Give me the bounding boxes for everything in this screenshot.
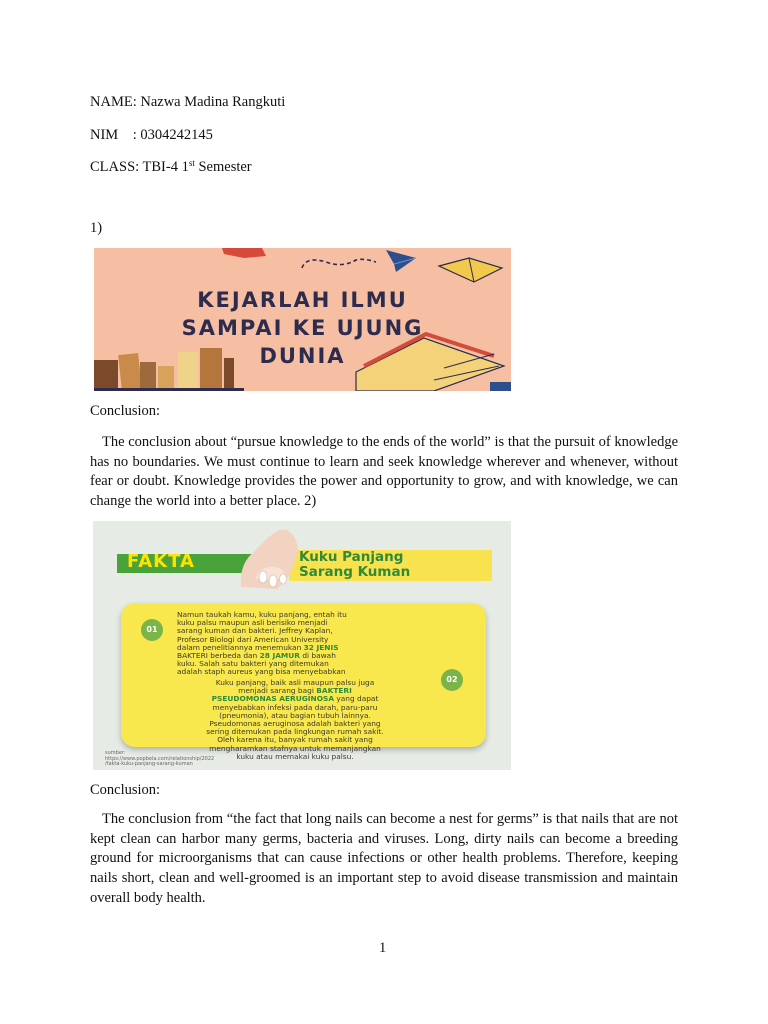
fact1-line: adalah staph aureus yang bisa menyebabkan — [177, 667, 346, 677]
source-line: https://www.popbela.com/relationship/2022 — [105, 755, 215, 762]
question-number-1: 1) — [90, 220, 103, 236]
hand-illustration — [231, 527, 311, 597]
conclusion-heading-1: Conclusion: — [90, 403, 161, 419]
fact-paragraph-2 — [161, 679, 429, 761]
fact-paragraph-1 — [177, 611, 347, 677]
infographic-title — [299, 550, 410, 579]
fact2-line: kuku atau memakai kuku palsu. — [236, 751, 354, 761]
title-line-1: Kuku Panjang — [299, 549, 404, 565]
badge-01: 01 — [141, 619, 163, 641]
fact1-line: sarang kuman dan bakteri. Jeffrey Kaplan, — [177, 626, 333, 636]
fact2-line: PSEUDOMONAS AERUGINOSA yang dapat — [211, 694, 379, 704]
conclusion-text-2: The conclusion from “the fact that long nails can become a nest for germs” is that nails that are not kept clean can harbor many germs, bacteria and viruses. Long, dirty nails can become a breeding ground for microorganisms that can cause infections or other health problems. Therefore, keeping nails short, clean and well-groomed is an important step to avoid disease transmission and maintain overall body health. — [90, 811, 678, 906]
highlight-term: 32 JENIS — [303, 642, 339, 652]
conclusion-text-1: The conclusion about “pursue knowledge to the ends of the world” is that the pursuit of knowledge has no boundaries. We must continue to learn and seek knowledge wherever and whenever, without fear or doubt. Knowledge provides the power and opportunity to grow, and with knowledge, we can change the world into a better place. 2) — [90, 434, 678, 510]
banner-line-3: DUNIA — [259, 344, 346, 368]
source-line: sumber: — [105, 750, 126, 756]
highlight-term: BAKTERI — [316, 686, 352, 696]
class-line — [90, 158, 252, 176]
page-number: 1 — [379, 940, 387, 956]
fact2-line: (pneumonia), atau bagian tubuh lainnya. — [219, 710, 371, 720]
fact1-line: Namun taukah kamu, kuku panjang, entah itu — [177, 610, 347, 619]
fact2-line: sering ditemukan pada lingkungan rumah sakit. — [206, 727, 384, 737]
class-suffix: Semester — [194, 159, 252, 175]
fact1-line: BAKTERI berbeda dan 28 JAMUR di bawah — [177, 651, 336, 661]
source-line: /fakta-kuku-panjang-sarang-kuman — [105, 761, 193, 767]
conclusion-paragraph-1 — [90, 433, 678, 512]
fact2-line: Oleh karena itu, banyak rumah sakit yang — [217, 735, 373, 745]
highlight-term: 28 JAMUR — [259, 651, 300, 661]
name-line: NAME: Nazwa Madina Rangkuti — [90, 94, 286, 110]
class-prefix: CLASS: TBI-4 1 — [90, 159, 189, 175]
class-superscript: st — [188, 158, 195, 168]
knowledge-banner-image — [94, 248, 511, 391]
source-citation — [105, 751, 214, 768]
long-nails-infographic-image — [93, 521, 511, 770]
nim-line: NIM : 0304242145 — [90, 127, 213, 143]
banner-line-1: KEJARLAH ILMU — [197, 288, 408, 312]
fact1-line: dalam penelitiannya menemukan 32 JENIS — [177, 642, 339, 652]
fact1-line: kuku. Salah satu bakteri yang ditemukan — [177, 659, 329, 669]
fact2-line: Pseudomonas aeruginosa adalah bakteri yang — [209, 719, 381, 729]
fact2-line: mengharamkan stafnya untuk memanjangkan — [209, 743, 381, 753]
title-line-2: Sarang Kuman — [299, 563, 411, 580]
fact2-line: menyebabkan infeksi pada darah, paru-paru — [212, 702, 378, 712]
conclusion-paragraph-2 — [90, 810, 678, 909]
fact1-line: kuku palsu maupun asli berisiko menjadi — [177, 618, 328, 628]
fact1-line: Profesor Biologi dari American University — [177, 634, 329, 644]
banner-line-2: SAMPAI KE UJUNG — [181, 316, 424, 340]
conclusion-heading-2: Conclusion: — [90, 782, 161, 798]
fact2-line: Kuku panjang, baik asli maupun palsu juga — [215, 678, 375, 687]
highlight-term: PSEUDOMONAS AERUGINOSA — [211, 694, 335, 704]
fakta-label: FAKTA — [127, 551, 195, 572]
badge-02: 02 — [441, 669, 463, 691]
fact2-line: menjadi sarang bagi BAKTERI — [238, 686, 352, 696]
